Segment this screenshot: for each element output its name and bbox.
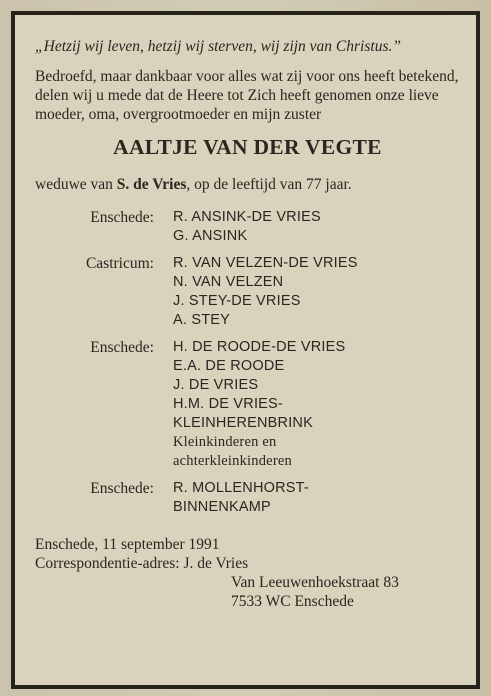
family-member: KLEINHERENBRINK (173, 415, 313, 431)
family-group (35, 479, 460, 517)
family-place: Enschede: (90, 480, 154, 497)
family-member: H.M. DE VRIES- (173, 396, 283, 412)
family-members (173, 254, 358, 330)
family-member: BINNENKAMP (173, 499, 271, 515)
date-line: Enschede, 11 september 1991 (35, 536, 220, 553)
family-group (35, 208, 460, 246)
correspondence-row (35, 554, 460, 573)
correspondence-name: J. de Vries (183, 555, 249, 572)
widow-suffix: , op de leeftijd van 77 jaar. (186, 176, 352, 193)
family-member: G. ANSINK (173, 228, 248, 244)
family-group (35, 338, 460, 471)
family-member: E.A. DE ROODE (173, 358, 285, 374)
family-member: R. MOLLENHORST- (173, 480, 309, 496)
family-place: Castricum: (85, 255, 154, 272)
family-member: R. VAN VELZEN-DE VRIES (173, 255, 358, 271)
family-members (173, 479, 309, 517)
grandchildren-line: Kleinkinderen en (173, 434, 277, 450)
family-member: A. STEY (173, 312, 230, 328)
family-group (35, 254, 460, 330)
family-place: Enschede: (90, 339, 154, 356)
obituary-content (35, 37, 460, 611)
deceased-name: AALTJE VAN DER VEGTE (113, 135, 382, 159)
family-place: Enschede: (90, 209, 154, 226)
family-member: H. DE ROODE-DE VRIES (173, 339, 346, 355)
grandchildren-line: achterkleinkinderen (173, 453, 292, 469)
correspondence-label: Correspondentie-adres: (35, 555, 180, 572)
family-member: N. VAN VELZEN (173, 274, 284, 290)
footer (35, 535, 460, 611)
family-list (35, 208, 460, 517)
bible-quote: „Hetzij wij leven, hetzij wij sterven, wij zijn van Christus.” (35, 38, 401, 55)
postal-city: 7533 WC Enschede (231, 593, 354, 610)
family-member: J. DE VRIES (173, 377, 259, 393)
family-members (173, 338, 345, 471)
announcement-text: Bedroefd, maar dankbaar voor alles wat zij voor ons heeft betekend, delen wij u mede dat de Heere tot Zich heeft genomen onze lieve moeder, oma, overgrootmoeder en mijn zuster (35, 68, 459, 123)
street-address: Van Leeuwenhoekstraat 83 (231, 574, 399, 591)
obituary-frame (11, 11, 480, 689)
widow-prefix: weduwe van (35, 176, 117, 193)
family-member: J. STEY-DE VRIES (173, 293, 301, 309)
spouse-name: S. de Vries (116, 176, 187, 193)
family-members (173, 208, 321, 246)
widow-line (35, 175, 460, 194)
family-member: R. ANSINK-DE VRIES (173, 209, 321, 225)
